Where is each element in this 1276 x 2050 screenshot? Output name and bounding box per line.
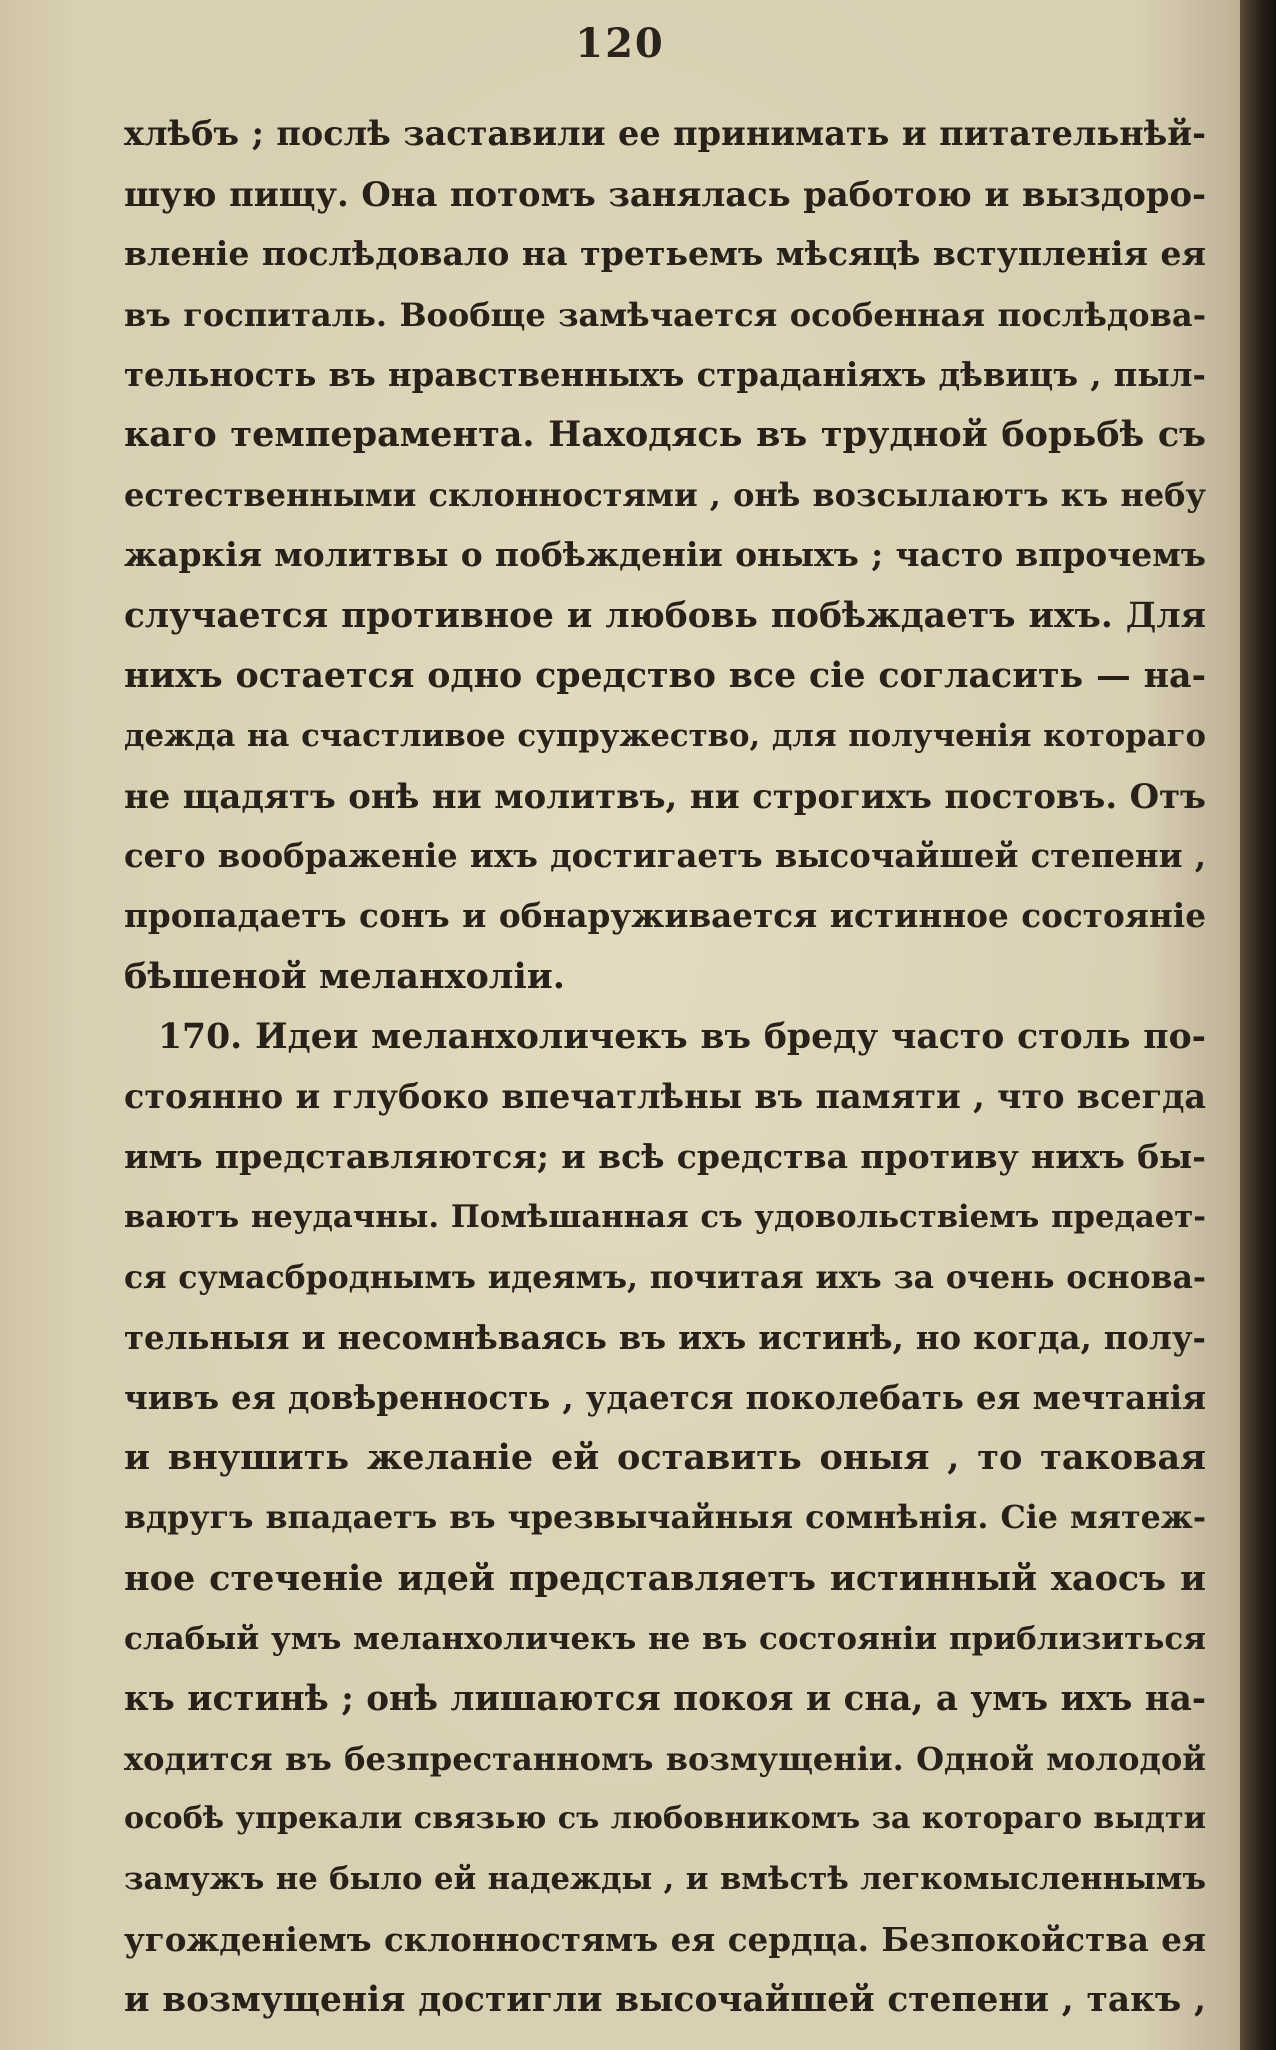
text-line: и возмущенія достигли высочайшей степени , такъ ,	[124, 1979, 1206, 2020]
text-line: не щадятъ онѣ ни молитвъ, ни строгихъ постовъ. Отъ	[124, 776, 1206, 817]
text-line: замужъ не было ей надежды , и вмѣстѣ легкомысленнымъ	[124, 1861, 1206, 1898]
text-line: въ госпиталь. Вообще замѣчается особенная послѣдова-	[124, 295, 1206, 334]
text-line: вленіе послѣдовало на третьемъ мѣсяцѣ вступленія ея	[124, 234, 1206, 274]
text-line: вдругъ впадаетъ въ чрезвычайныя сомнѣнія. Сіе мятеж-	[124, 1499, 1206, 1537]
text-line: ходится въ безпрестанномъ возмущеніи. Одной молодой	[124, 1740, 1206, 1779]
text-line: слабый умъ меланхоличекъ не въ состояніи приблизиться	[124, 1620, 1206, 1657]
text-line: тельность въ нравственныхъ страданіяхъ дѣвицъ , пыл-	[124, 355, 1206, 394]
text-line: каго темперамента. Находясь въ трудной борьбѣ съ	[124, 413, 1206, 455]
text-line: ное стеченіе идей представляетъ истинный хаосъ и	[124, 1557, 1206, 1599]
text-line: нихъ остается одно средство все сіе согласить — на-	[124, 654, 1206, 696]
text-line: тельныя и несомнѣваясь въ ихъ истинѣ, но когда, полу-	[124, 1318, 1206, 1357]
text-line: пропадаетъ сонъ и обнаруживается истинное состояніе	[124, 896, 1206, 936]
text-line: и внушить желаніе ей оставить оныя , то таковая	[124, 1437, 1206, 1479]
text-line: ваютъ неудачны. Помѣшанная съ удовольствіемъ предает-	[124, 1199, 1206, 1236]
text-line: случается противное и любовь побѣждаетъ ихъ. Для	[124, 595, 1206, 636]
text-line: жаркія молитвы о побѣжденіи оныхъ ; часто впрочемъ	[124, 535, 1206, 575]
text-line: хлѣбъ ; послѣ заставили ее принимать и питательнѣй-	[124, 114, 1206, 153]
text-line: стоянно и глубоко впечатлѣны въ памяти , что всегда	[124, 1077, 1206, 1116]
page-edge-shadow	[1240, 0, 1276, 2050]
body-text	[124, 104, 1206, 2030]
text-line: ся сумасброднымъ идеямъ, почитая ихъ за очень основа-	[124, 1258, 1206, 1296]
text-line: угожденіемъ склонностямъ ея сердца. Безпокойства ея	[124, 1919, 1206, 1959]
text-line: естественными склонностями , онѣ возсылаютъ къ небу	[124, 476, 1206, 515]
text-line: сего воображеніе ихъ достигаетъ высочайшей степени ,	[124, 837, 1206, 876]
text-line: особѣ упрекали связью съ любовникомъ за котораго выдти	[124, 1801, 1206, 1837]
text-line: дежда на счастливое супружество, для полученія котораго	[124, 717, 1206, 754]
text-line: къ истинѣ ; онѣ лишаются покоя и сна, а умъ ихъ на-	[124, 1678, 1206, 1719]
text-line: имъ представляются; и всѣ средства противу нихъ бы-	[124, 1137, 1206, 1177]
text-line: шую пищу. Она потомъ занялась работою и выздоро-	[124, 174, 1206, 215]
paragraph-start-line: 170. Идеи меланхоличекъ въ бреду часто столь по-	[158, 1016, 1206, 1057]
text-line: чивъ ея довѣренность , удается поколебать ея мечтанія	[124, 1378, 1206, 1417]
paragraph-end-line: бѣшеной меланхоліи.	[124, 955, 565, 997]
page-number: 120	[575, 20, 665, 67]
